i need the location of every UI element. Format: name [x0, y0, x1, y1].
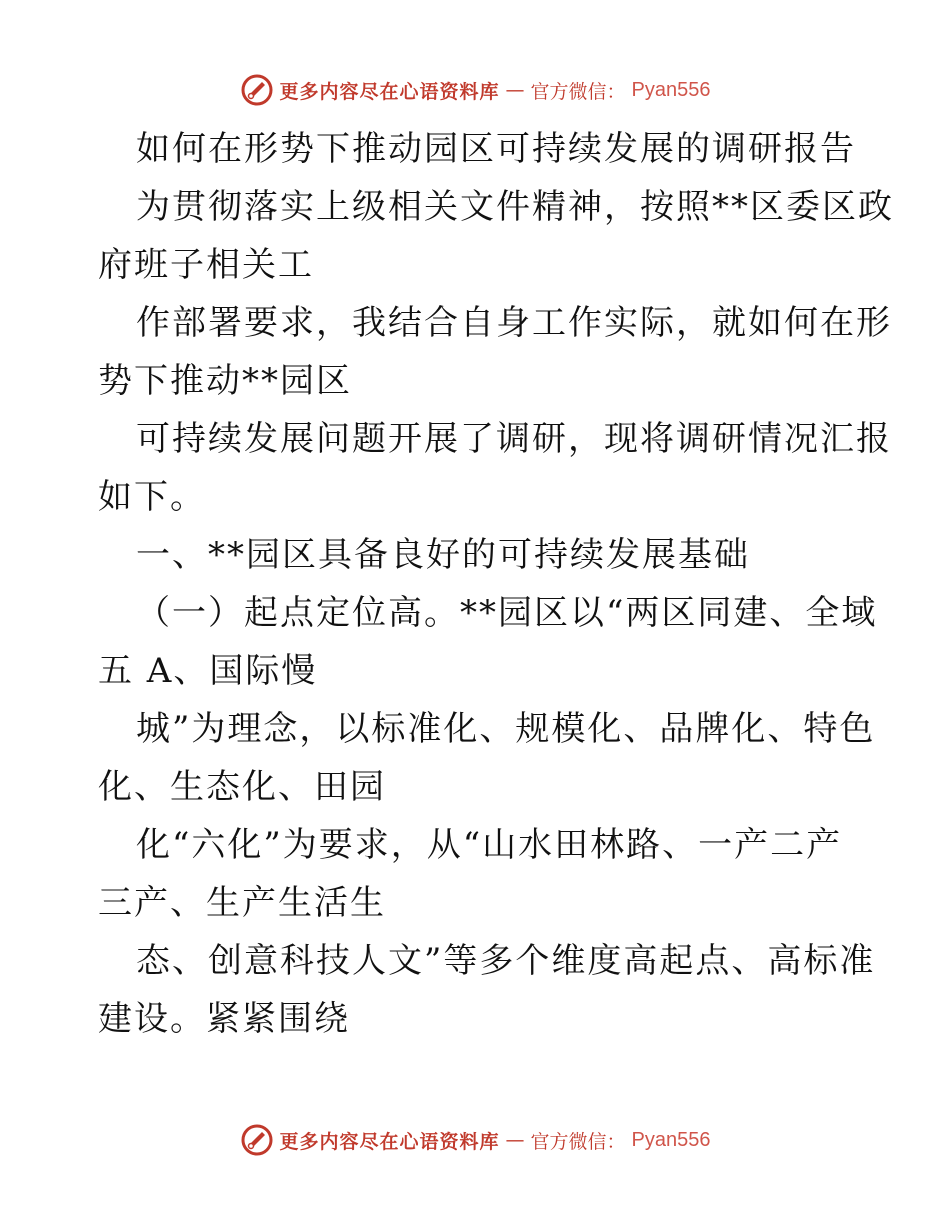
text-line: 化、生态化、田园 — [98, 767, 386, 807]
watermark-separator: — — [505, 1129, 525, 1151]
text-line: 城”为理念，以标准化、规模化、品牌化、特色 — [136, 709, 876, 749]
text-line: （一）起点定位高。**园区以“两区同建、全域 — [136, 593, 878, 633]
section-heading: 一、**园区具备良好的可持续发展基础 — [136, 535, 750, 575]
document-title: 如何在形势下推动园区可持续发展的调研报告 — [136, 129, 856, 169]
header-watermark — [0, 70, 950, 110]
text-line: 三产、生产生活生 — [98, 883, 386, 923]
watermark-wechat-label: 官方微信： — [530, 80, 626, 103]
text-line: 势下推动**园区 — [98, 361, 352, 401]
watermark-wechat-id: Pyan556 — [631, 78, 711, 101]
watermark-brand-text: 更多内容尽在心语资料库 — [279, 1130, 500, 1153]
text-line: 化“六化”为要求，从“山水田林路、一产二产 — [136, 825, 843, 865]
brand-logo-icon — [240, 73, 274, 107]
text-line: 为贯彻落实上级相关文件精神，按照**区委区政 — [136, 187, 894, 227]
text-line: 府班子相关工 — [98, 245, 314, 285]
text-line: 如下。 — [98, 477, 206, 517]
footer-watermark — [0, 1120, 950, 1160]
text-line: 五 A、国际慢 — [98, 651, 318, 691]
text-line: 作部署要求，我结合自身工作实际，就如何在形 — [136, 303, 892, 343]
text-line: 态、创意科技人文”等多个维度高起点、高标准 — [136, 941, 876, 981]
watermark-separator: — — [505, 79, 525, 101]
brand-logo-icon — [240, 1123, 274, 1157]
watermark-brand-text: 更多内容尽在心语资料库 — [279, 80, 500, 103]
text-line: 可持续发展问题开展了调研，现将调研情况汇报 — [136, 419, 892, 459]
watermark-wechat-id: Pyan556 — [631, 1128, 711, 1151]
document-body — [98, 120, 894, 1048]
watermark-wechat-label: 官方微信： — [530, 1130, 626, 1153]
text-line: 建设。紧紧围绕 — [98, 999, 350, 1039]
